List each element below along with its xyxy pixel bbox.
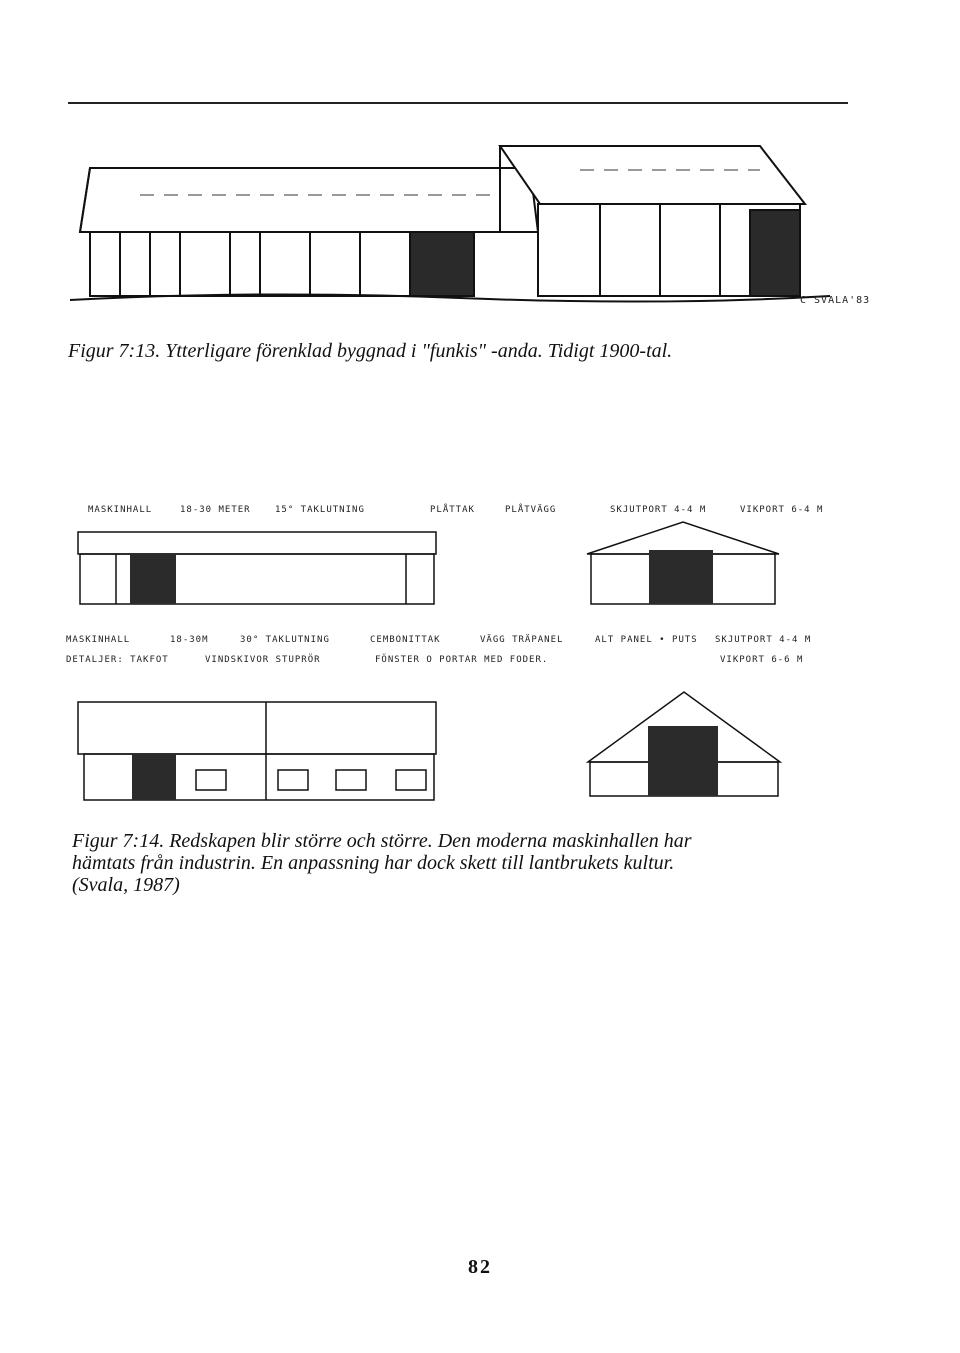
label-maskinhall-1: MASKINHALL bbox=[88, 505, 153, 515]
top-rule bbox=[68, 102, 848, 104]
label-cembonittak: CEMBONITTAK bbox=[370, 635, 441, 645]
maskinhall-gable-elevation-1 bbox=[585, 520, 781, 606]
label-skjutport-2: SKJUTPORT 4-4 M bbox=[715, 635, 812, 645]
label-skjutport-1: SKJUTPORT 4-4 M bbox=[610, 505, 707, 515]
label-vikport-2: VIKPORT 6-6 M bbox=[720, 655, 804, 665]
figure-14-caption-line3: (Svala, 1987) bbox=[72, 874, 180, 896]
label-maskinhall-2: MASKINHALL bbox=[66, 635, 131, 645]
label-platvagg: PLÅTVÄGG bbox=[505, 505, 557, 515]
page-number: 82 bbox=[468, 1256, 492, 1278]
label-plattak: PLÅTTAK bbox=[430, 505, 475, 515]
figure-14-caption-line2: hämtats från industrin. En anpassning har dock skett till lantbrukets kultur. bbox=[72, 852, 675, 874]
label-roof-slope-1: 15° TAKLUTNING bbox=[275, 505, 365, 515]
label-roof-slope-2: 30° TAKLUTNING bbox=[240, 635, 330, 645]
maskinhall-side-elevation-1 bbox=[76, 530, 438, 606]
label-length-1: 18-30 METER bbox=[180, 505, 251, 515]
label-alt-panel: ALT PANEL • PUTS bbox=[595, 635, 698, 645]
label-vikport-1: VIKPORT 6-4 M bbox=[740, 505, 824, 515]
label-vindskivor: VINDSKIVOR STUPRÖR bbox=[205, 655, 321, 665]
label-vagg-trapanel: VÄGG TRÄPANEL bbox=[480, 635, 564, 645]
figure-13-caption: Figur 7:13. Ytterligare förenklad byggnad i "funkis" -anda. Tidigt 1900-tal. bbox=[68, 340, 673, 362]
label-fonster-portar: FÖNSTER O PORTAR MED FODER. bbox=[375, 655, 549, 665]
maskinhall-side-elevation-2 bbox=[76, 700, 438, 802]
label-length-2: 18-30M bbox=[170, 635, 209, 645]
maskinhall-gable-elevation-2 bbox=[586, 690, 782, 798]
figure-14-caption-line1: Figur 7:14. Redskapen blir större och större. Den moderna maskinhallen har bbox=[72, 830, 692, 852]
label-detaljer: DETALJER: TAKFOT bbox=[66, 655, 169, 665]
figure-13-barn-drawing bbox=[60, 140, 900, 320]
artist-signature: C SVALA'83 bbox=[800, 295, 871, 306]
